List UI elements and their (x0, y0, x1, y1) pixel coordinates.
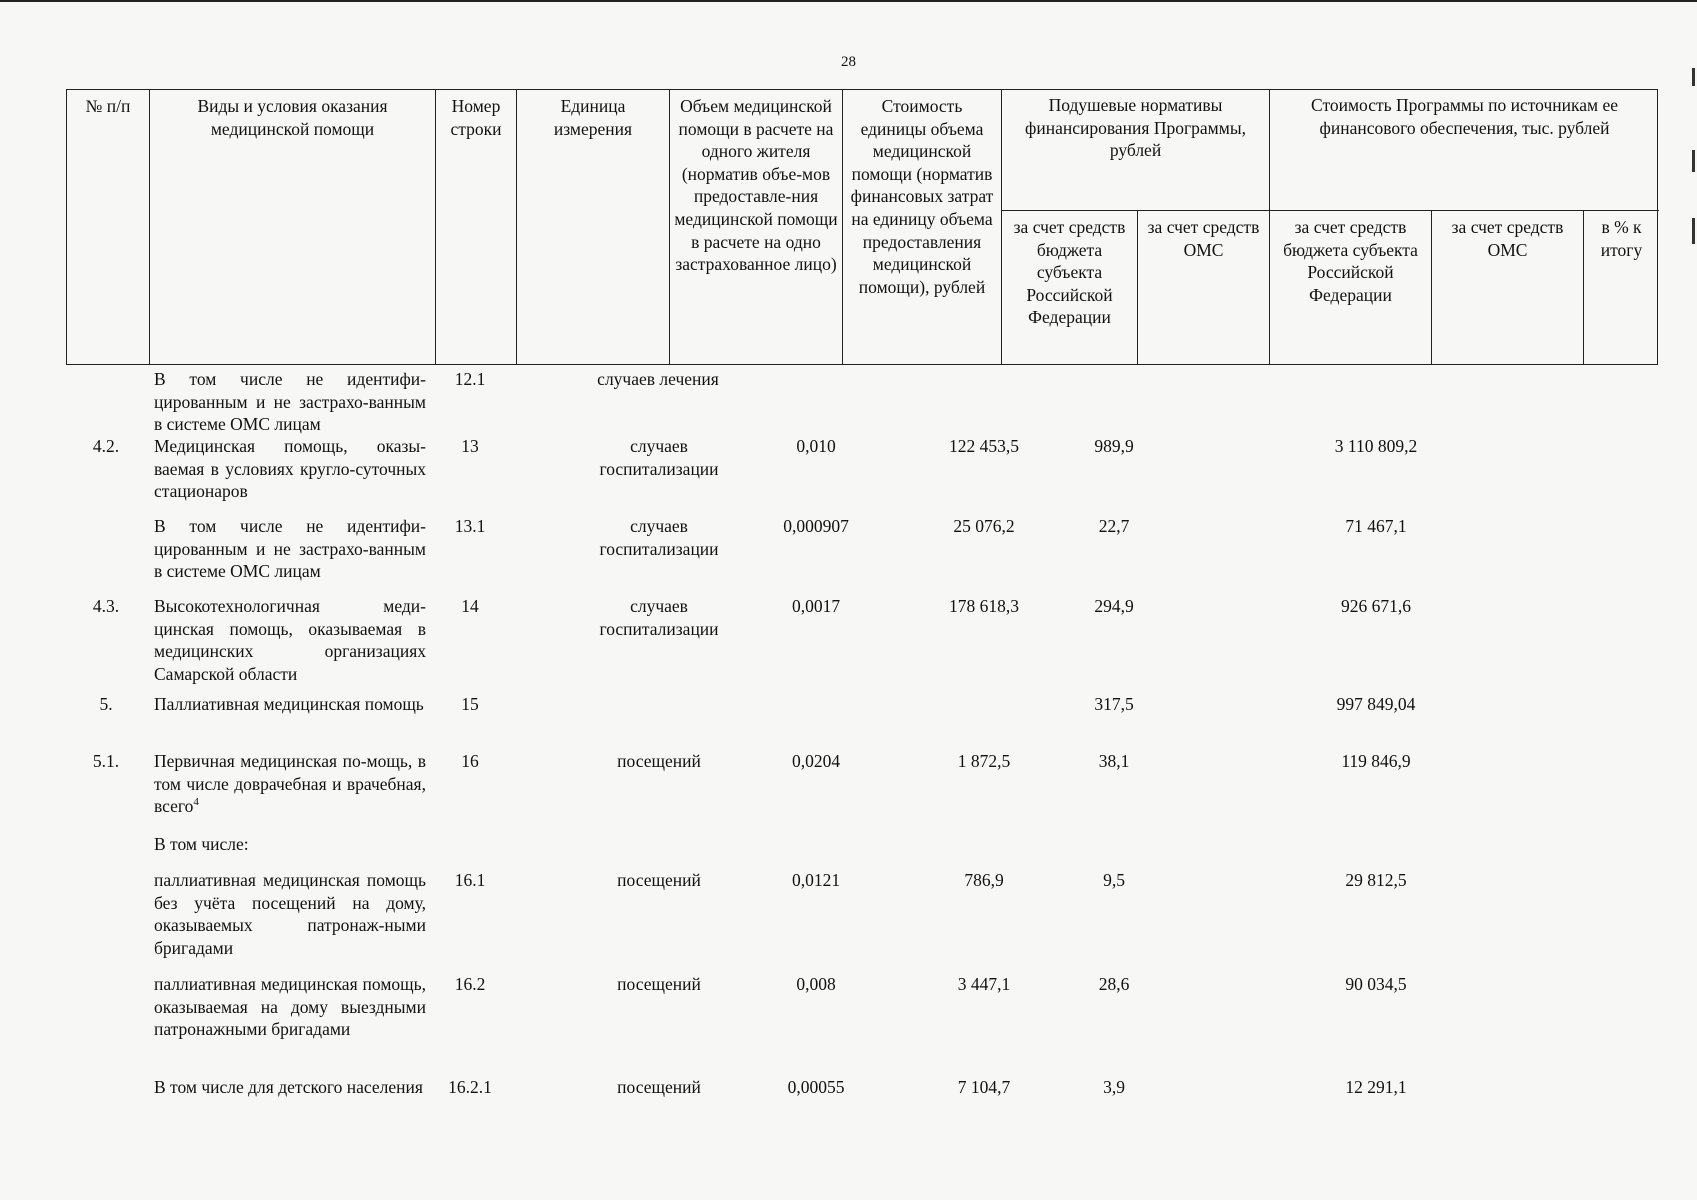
row-cost: 178 618,3 (949, 596, 1019, 616)
row-unit: посещений (617, 974, 701, 994)
row-volume: 0,008 (796, 974, 836, 994)
row-num: 5. (99, 694, 113, 714)
row-name: В том числе не идентифи-цированным и не застрахо-ванным в системе ОМС лицам (154, 369, 426, 435)
table-header (66, 89, 1658, 365)
row-tot-budget: 90 034,5 (1345, 974, 1407, 994)
row-pc-budget: 317,5 (1094, 694, 1134, 714)
row-volume: 0,00055 (787, 1077, 845, 1097)
row-name: Высокотехнологичная меди-цинская помощь, оказываемая в медицинских организациях Самарской области (154, 596, 426, 684)
row-cost: 1 872,5 (957, 751, 1011, 771)
row-pc-budget: 22,7 (1098, 516, 1130, 536)
header-col-volume: Объем медицинской помощи в расчете на одного жителя (норматив объе-мов предоставле-ния медицинской помощи в расчете на одно застрахованное лицо) (669, 90, 842, 364)
row-unit: посещений (617, 1077, 701, 1097)
row-pc-budget: 9,5 (1103, 870, 1125, 890)
row-line: 16.1 (454, 870, 486, 890)
row-name: В том числе: (154, 834, 249, 854)
row-name (154, 750, 426, 818)
row-name: Медицинская помощь, оказы-ваемая в условиях кругло-суточных стационаров (154, 436, 426, 502)
row-unit: случаев госпитализации (599, 596, 719, 639)
row-line: 16.2 (454, 974, 486, 994)
header-group-percapita: Подушевые нормативы финансирования Программы, рублей (1001, 90, 1269, 212)
row-volume: 0,0204 (791, 751, 841, 771)
header-sub-pc-oms: за счет средств ОМС (1137, 210, 1269, 364)
top-border-line (0, 0, 1697, 2)
header-col-num: № п/п (85, 96, 131, 116)
row-name: В том числе не идентифи-цированным и не застрахо-ванным в системе ОМС лицам (154, 516, 426, 582)
header-sub-pc-budget: за счет средств бюджета субъекта Российской Федерации (1001, 210, 1137, 364)
header-col-unit: Единица измерения (516, 90, 669, 364)
row-tot-budget: 71 467,1 (1345, 516, 1407, 536)
header-col-cost: Стоимость единицы объема медицинской помощи (норматив финансовых затрат на единицу объема предоставления медицинской помощи), рублей (842, 90, 1001, 364)
row-name: Паллиативная медицинская помощь (154, 694, 424, 714)
row-num: 4.3. (92, 596, 120, 616)
row-tot-budget: 119 846,9 (1341, 751, 1411, 771)
row-line: 13.1 (454, 516, 486, 536)
row-name: В том числе для детского населения (154, 1077, 423, 1097)
header-sub-tot-pct: в % к итогу (1583, 210, 1659, 364)
header-col-line: Номер строки (435, 90, 516, 364)
row-cost: 3 447,1 (957, 974, 1011, 994)
row-unit: случаев госпитализации (599, 436, 719, 479)
row-pc-budget: 28,6 (1098, 974, 1130, 994)
row-name: паллиативная медицинская помощь без учёта посещений на дому, оказываемых патронаж-ными бригадами (154, 870, 426, 958)
header-group-total: Стоимость Программы по источникам ее финансового обеспечения, тыс. рублей (1269, 90, 1659, 212)
row-line: 16 (461, 751, 479, 771)
footnote-mark: 4 (193, 796, 199, 809)
row-cost: 7 104,7 (957, 1077, 1011, 1097)
row-tot-budget: 12 291,1 (1345, 1077, 1407, 1097)
page-number: 28 (841, 54, 856, 70)
row-line: 15 (461, 694, 479, 714)
row-pc-budget: 989,9 (1094, 436, 1134, 456)
row-tot-budget: 3 110 809,2 (1334, 436, 1418, 456)
margin-mark (1692, 150, 1695, 172)
row-unit: случаев лечения (597, 369, 719, 389)
row-cost: 25 076,2 (953, 516, 1015, 536)
header-col-name: Виды и условия оказания медицинской помощи (149, 90, 435, 364)
row-tot-budget: 926 671,6 (1341, 596, 1411, 616)
row-name-text: Первичная медицинская по-мощь, в том числе доврачебная и врачебная, всего (154, 751, 426, 817)
row-pc-budget: 294,9 (1094, 596, 1134, 616)
row-unit: случаев госпитализации (599, 516, 719, 559)
row-volume: 0,000907 (783, 516, 849, 536)
header-sub-tot-budget: за счет средств бюджета субъекта Российской Федерации (1269, 210, 1431, 364)
row-num: 4.2. (92, 436, 120, 456)
row-unit: посещений (617, 751, 701, 771)
row-line: 12.1 (454, 369, 486, 389)
row-name: паллиативная медицинская помощь, оказываемая на дому выездными патронажными бригадами (154, 974, 426, 1040)
row-pc-budget: 38,1 (1098, 751, 1130, 771)
row-num: 5.1. (92, 751, 120, 771)
row-line: 16.2.1 (448, 1077, 492, 1097)
row-tot-budget: 997 849,04 (1336, 694, 1416, 714)
row-unit: посещений (617, 870, 701, 890)
row-line: 14 (461, 596, 479, 616)
row-volume: 0,010 (796, 436, 836, 456)
row-tot-budget: 29 812,5 (1345, 870, 1407, 890)
row-volume: 0,0017 (791, 596, 841, 616)
row-cost: 122 453,5 (949, 436, 1019, 456)
row-volume: 0,0121 (791, 870, 841, 890)
header-sub-tot-oms: за счет средств ОМС (1431, 210, 1583, 364)
margin-mark (1692, 218, 1695, 244)
row-cost: 786,9 (964, 870, 1004, 890)
row-pc-budget: 3,9 (1103, 1077, 1125, 1097)
row-line: 13 (461, 436, 479, 456)
